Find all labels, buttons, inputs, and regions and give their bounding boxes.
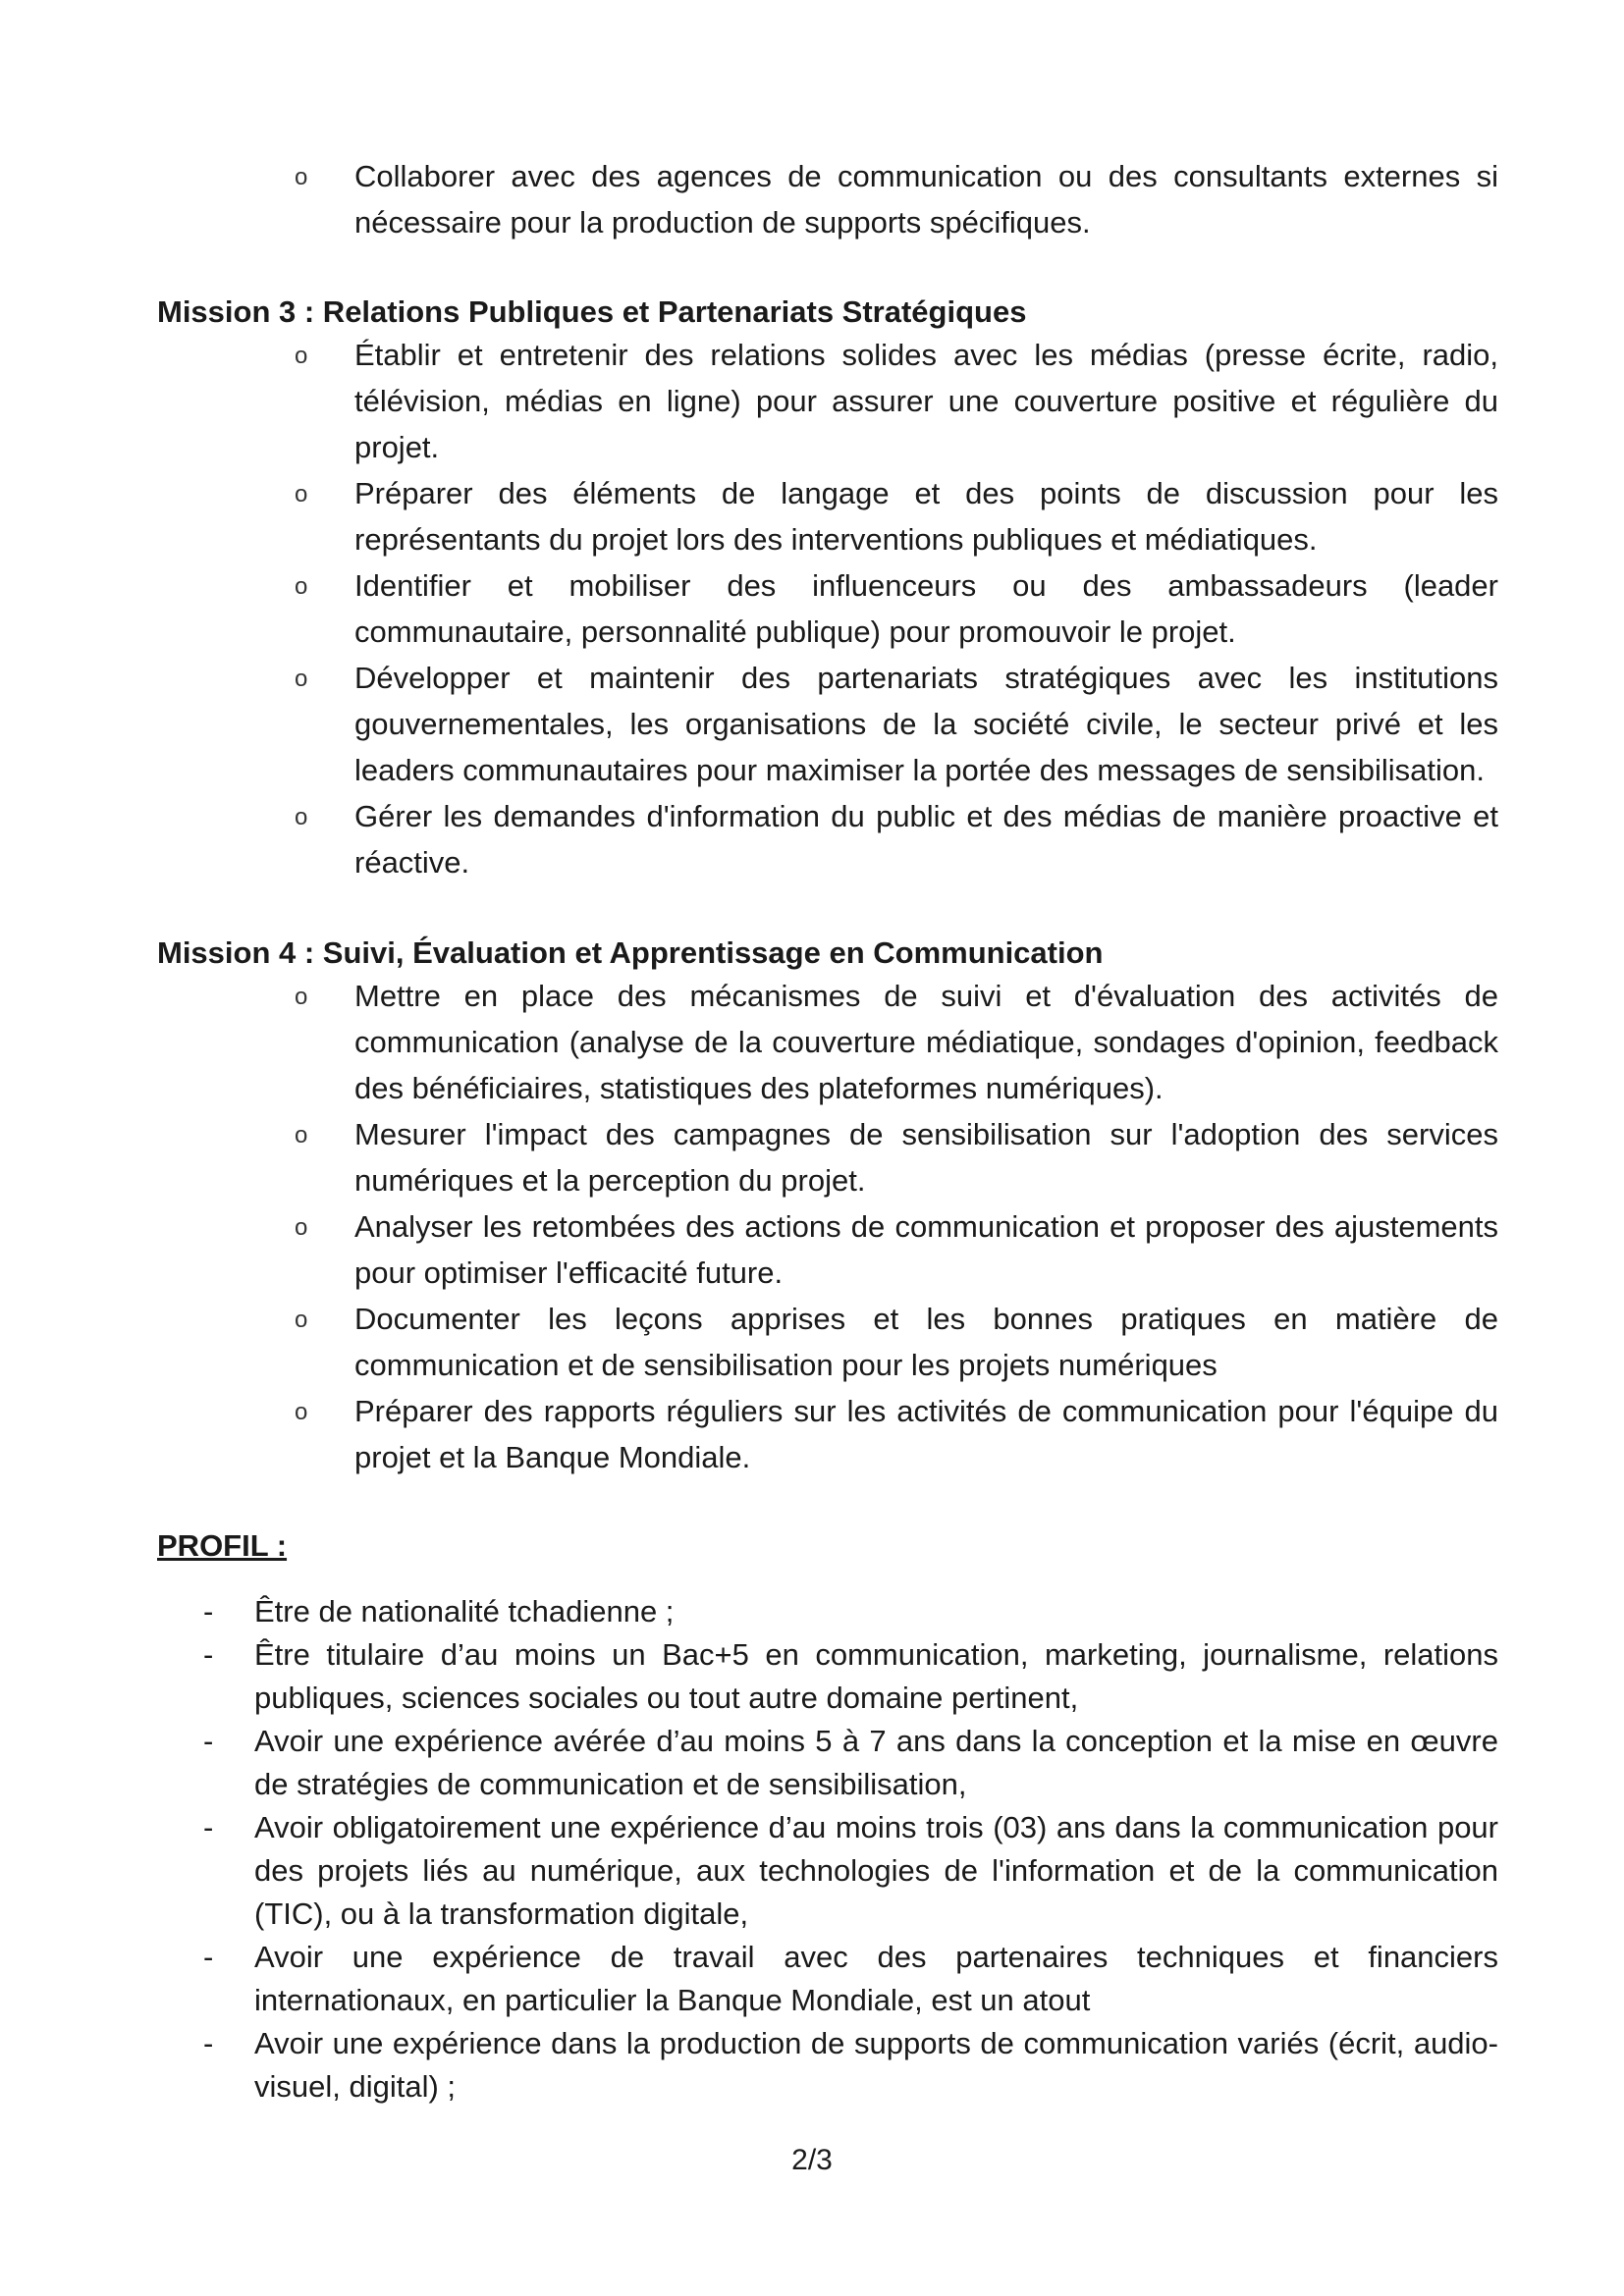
bullet-marker: o	[295, 481, 308, 507]
bullet-marker: o	[295, 1399, 308, 1425]
profile-item	[203, 1633, 1498, 1720]
bullet-text: Documenter les leçons apprises et les bonnes pratiques en matière de communication et de sensibilisation pour les projets numériques	[354, 1302, 1498, 1382]
bullet-text: Collaborer avec des agences de communication ou des consultants externes si nécessaire pour la production de supports spécifiques.	[354, 159, 1498, 240]
bullet-item	[295, 1296, 1498, 1388]
bullet-item	[295, 1111, 1498, 1203]
dash-marker: -	[203, 1724, 214, 1758]
bullet-text: Préparer des éléments de langage et des points de discussion pour les représentants du projet lors des interventions publiques et médiatiques.	[354, 476, 1498, 557]
bullet-item	[295, 153, 1498, 245]
bullet-item	[295, 562, 1498, 655]
bullet-marker: o	[295, 164, 308, 190]
bullet-item	[295, 793, 1498, 885]
mission3-heading: Mission 3 : Relations Publiques et Partenariats Stratégiques	[157, 294, 1027, 329]
bullet-marker: o	[295, 1307, 308, 1333]
dash-marker: -	[203, 1940, 214, 1974]
mission4-list	[295, 973, 1498, 1480]
bullet-text: Mesurer l'impact des campagnes de sensibilisation sur l'adoption des services numériques et la perception du projet.	[354, 1117, 1498, 1198]
bullet-marker: o	[295, 804, 308, 830]
bullet-item	[295, 1388, 1498, 1480]
profile-text: Être de nationalité tchadienne ;	[254, 1594, 675, 1629]
dash-marker: -	[203, 1637, 214, 1672]
profile-item	[203, 1806, 1498, 1936]
profile-text: Avoir obligatoirement une expérience d’au moins trois (03) ans dans la communication pour des projets liés au numérique, aux technologies de l'information et de la communication (TIC), ou à la transformation digitale,	[254, 1810, 1498, 1931]
dash-marker: -	[203, 2026, 214, 2060]
profile-list	[203, 1590, 1498, 2109]
profile-text: Avoir une expérience avérée d’au moins 5 à 7 ans dans la conception et la mise en œuvre de stratégies de communication et de sensibilisation,	[254, 1724, 1498, 1801]
bullet-marker: o	[295, 343, 308, 369]
bullet-text: Développer et maintenir des partenariats stratégiques avec les institutions gouvernementales, les organisations de la société civile, le secteur privé et les leaders communautaires pour maximiser la portée des messages de sensibilisation.	[354, 661, 1498, 787]
bullet-item	[295, 1203, 1498, 1296]
profile-text: Avoir une expérience dans la production de supports de communication variés (écrit, audio-visuel, digital) ;	[254, 2026, 1498, 2104]
profile-item	[203, 1720, 1498, 1806]
bullet-item	[295, 332, 1498, 470]
bullet-text: Gérer les demandes d'information du public et des médias de manière proactive et réactive.	[354, 799, 1498, 880]
bullet-marker: o	[295, 666, 308, 692]
bullet-marker: o	[295, 573, 308, 600]
page-number: 2/3	[791, 2144, 833, 2176]
bullet-marker: o	[295, 1214, 308, 1241]
profile-item	[203, 1590, 1498, 1633]
profile-heading: PROFIL :	[157, 1528, 288, 1563]
mission3-list	[295, 332, 1498, 885]
profile-item	[203, 2022, 1498, 2109]
mission2-list	[295, 153, 1498, 245]
dash-marker: -	[203, 1810, 214, 1844]
bullet-text: Préparer des rapports réguliers sur les activités de communication pour l'équipe du projet et la Banque Mondiale.	[354, 1394, 1498, 1474]
profile-text: Avoir une expérience de travail avec des partenaires techniques et financiers internationaux, en particulier la Banque Mondiale, est un atout	[254, 1940, 1498, 2017]
bullet-item	[295, 470, 1498, 562]
dash-marker: -	[203, 1594, 214, 1629]
bullet-item	[295, 973, 1498, 1111]
bullet-text: Établir et entretenir des relations solides avec les médias (presse écrite, radio, télévision, médias en ligne) pour assurer une couverture positive et régulière du projet.	[354, 338, 1498, 464]
profile-text: Être titulaire d’au moins un Bac+5 en communication, marketing, journalisme, relations publiques, sciences sociales ou tout autre domaine pertinent,	[254, 1637, 1498, 1715]
bullet-marker: o	[295, 1122, 308, 1148]
profile-item	[203, 1936, 1498, 2022]
mission4-heading: Mission 4 : Suivi, Évaluation et Apprentissage en Communication	[157, 935, 1104, 970]
bullet-marker: o	[295, 984, 308, 1010]
bullet-text: Analyser les retombées des actions de communication et proposer des ajustements pour optimiser l'efficacité future.	[354, 1209, 1498, 1290]
bullet-text: Identifier et mobiliser des influenceurs ou des ambassadeurs (leader communautaire, personnalité publique) pour promouvoir le projet.	[354, 568, 1498, 649]
bullet-text: Mettre en place des mécanismes de suivi et d'évaluation des activités de communication (analyse de la couverture médiatique, sondages d'opinion, feedback des bénéficiaires, statistiques des plateformes numériques).	[354, 979, 1498, 1105]
bullet-item	[295, 655, 1498, 793]
